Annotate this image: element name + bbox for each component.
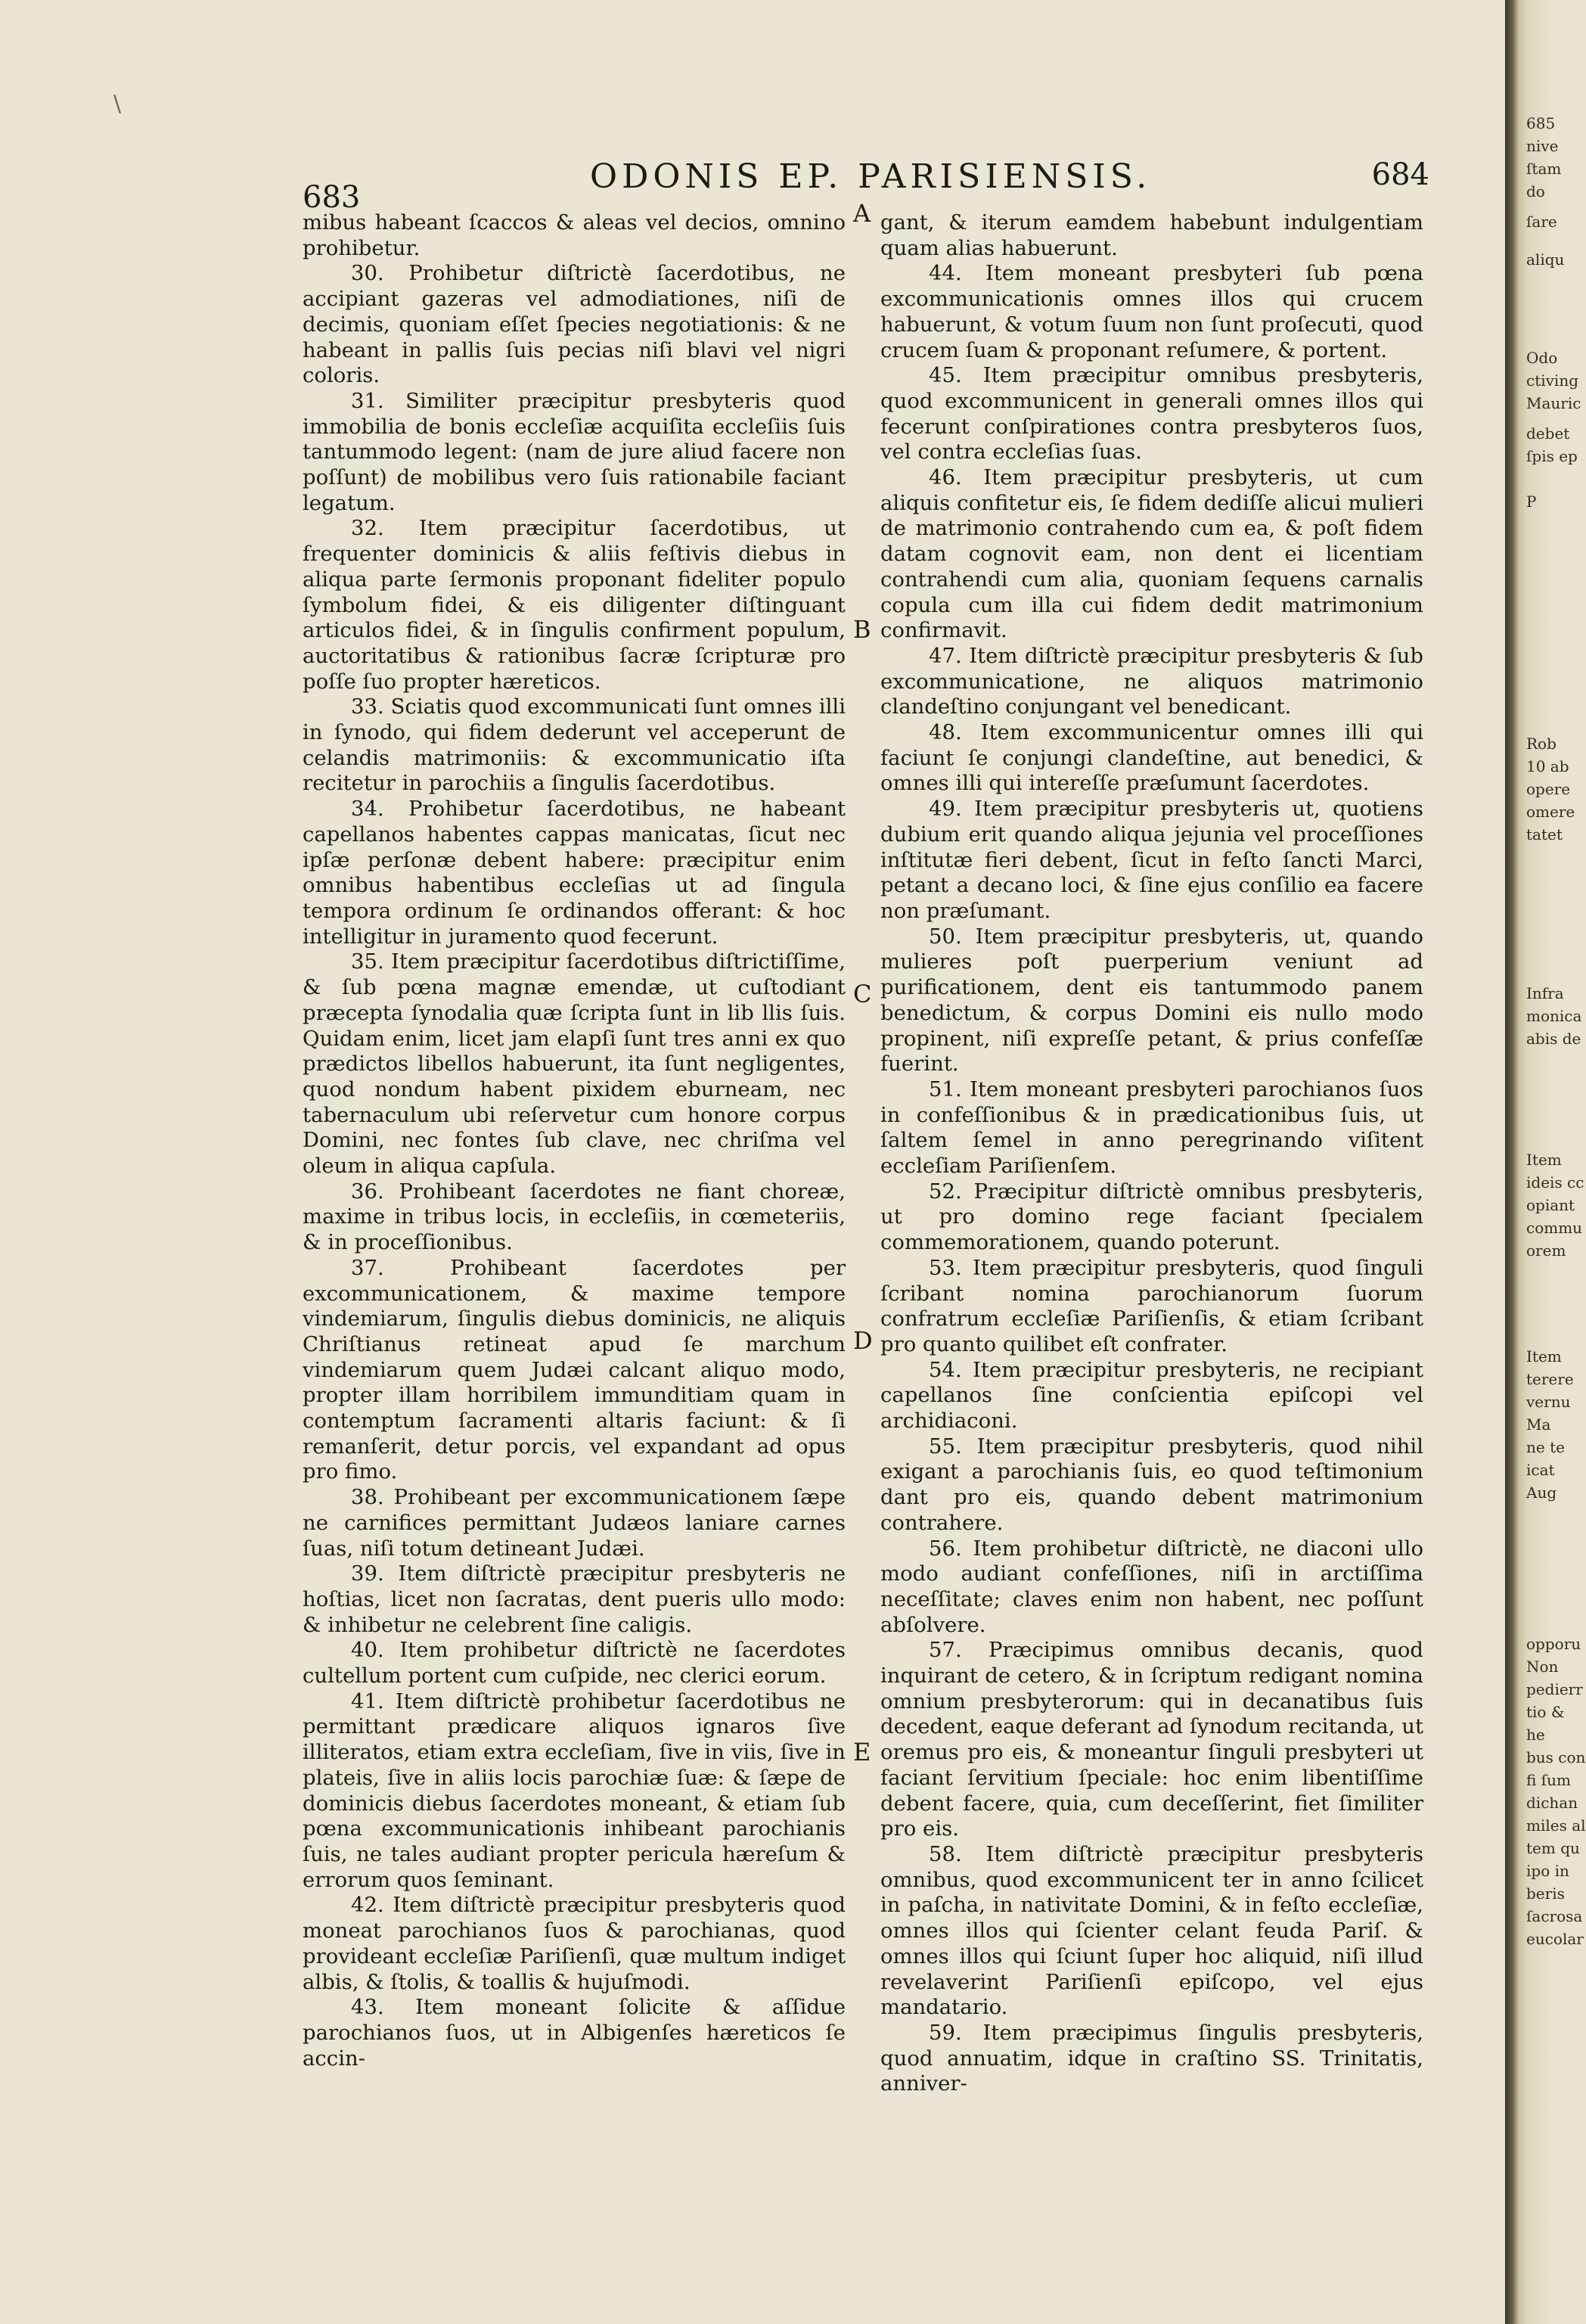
paragraph: 52. Præcipitur diſtrictè omnibus presbyteris, ut pro domino rege faciant ſpecialem commemorationem, quando poterunt. [880, 1179, 1423, 1255]
paragraph: 44. Item moneant presbyteri ſub pœna excommunicationis omnes illos qui crucem habuerunt, & votum ſuum non ſunt proſecuti, quod crucem ſuam & proponant reſumere, & portent. [880, 261, 1423, 362]
binding-fragment: ne te [1526, 1438, 1565, 1456]
binding-fragment: debet [1526, 424, 1570, 443]
binding-fragment: miles al [1526, 1816, 1586, 1835]
binding-fragment: vernu [1526, 1393, 1571, 1411]
paragraph: 45. Item præcipitur omnibus presbyteris, quod excommunicent in generali omnes illos qui fecerunt conſpirationes contra presbyteros ſuos, vel contra eccleſias ſuas. [880, 363, 1423, 464]
page-number-right: 684 [1371, 157, 1429, 192]
binding-fragment: dichan [1526, 1794, 1578, 1812]
binding-fragment: eucolar [1526, 1930, 1584, 1948]
page-number-left: 683 [303, 180, 361, 215]
paragraph: 57. Præcipimus omnibus decanis, quod inquirant de cetero, & in ſcriptum redigant nomina omnium presbyterorum: qui in decanatibus ſuis decedent, eaque deferant ad ſynodum recitanda, ut oremus pro eis, & moneantur ſinguli presbyteri ut faciant ſervitium ſpeciale: hoc enim libentiſſime debent facere, quia, cum deceſſerint, fiet ſimiliter pro eis. [880, 1638, 1423, 1841]
binding-fragment: Infra [1526, 984, 1564, 1002]
paragraph: 42. Item diſtrictè præcipitur presbyteris quod moneat parochianos ſuos & parochianas, quod provideant eccleſiæ Pariſienſi, quæ multum indiget albis, & ſtolis, & toallis & hujuſmodi. [303, 1893, 846, 1994]
margin-smudge: \ [113, 91, 122, 117]
binding-fragment: ſacrosa [1526, 1907, 1583, 1925]
section-marker-a: A [853, 199, 871, 228]
binding-fragment: icat [1526, 1461, 1555, 1479]
paragraph: 34. Prohibetur ſacerdotibus, ne habeant capellanos habentes cappas manicatas, ſicut nec ipſæ perſonæ debent habere: præcipitur enim omnibus habentibus eccleſias ut ad ſingula tempora ordinum ſe ordinandos offerant: & hoc intelligitur in juramento quod fecerunt. [303, 797, 846, 949]
binding-fragment: tem qu [1526, 1839, 1580, 1857]
binding-fragment: omere [1526, 803, 1575, 821]
binding-fragment: orem [1526, 1241, 1566, 1260]
running-title: ODONIS EP. PARISIENSIS. [590, 157, 1152, 196]
binding-fragment: Mauric [1526, 394, 1581, 412]
paragraph: gant, & iterum eamdem habebunt indulgentiam quam alias habuerunt. [880, 210, 1423, 260]
left-column [303, 210, 846, 2071]
binding-fragment: Non [1526, 1658, 1559, 1676]
binding-fragment: 685 [1526, 114, 1556, 132]
paragraph: 47. Item diſtrictè præcipitur presbyteris & ſub excommunicatione, ne aliquos matrimonio clandeſtino conjungant vel benedicant. [880, 643, 1423, 719]
binding-fragment: 10 ab [1526, 757, 1569, 775]
section-marker-d: D [853, 1326, 873, 1355]
binding-fragment: commu [1526, 1219, 1583, 1237]
binding-fragment: Rob [1526, 735, 1557, 753]
right-column [880, 210, 1423, 2097]
binding-fragment: tio & [1526, 1703, 1565, 1721]
paragraph: 41. Item diſtrictè prohibetur ſacerdotibus ne permittant prædicare aliquos ignaros ſive illiteratos, etiam extra eccleſiam, ſive in viis, ſive in plateis, ſive in aliis locis parochiæ ſuæ: & ſæpe de dominicis diebus ſacerdotes moneant, & etiam ſub pœna excommunicationis inhibeant parochianis ſuis, ne tales audiant propter pericula hæreſum & errorum quos ſeminant. [303, 1689, 846, 1892]
binding-fragment: he [1526, 1726, 1545, 1744]
binding-fragment: pedierr [1526, 1680, 1583, 1698]
binding-fragment: Ma [1526, 1415, 1551, 1434]
binding-fragment: terere [1526, 1370, 1574, 1388]
paragraph: 37. Prohibeant ſacerdotes per excommunicationem, & maxime tempore vindemiarum, ſingulis diebus dominicis, ne aliquis Chriſtianus retineat apud ſe marchum vindemiarum quem Judæi calcant aliquo modo, propter illam horribilem immunditiam quam in contemptum ſacramenti altaris faciunt: & ſi remanſerit, detur porcis, vel expandant ad opus pro fimo. [303, 1255, 846, 1484]
section-marker-c: C [853, 980, 872, 1008]
binding-fragment: fi ſum [1526, 1771, 1571, 1789]
paragraph: 51. Item moneant presbyteri parochianos ſuos in confeſſionibus & in prædicationibus ſuis, ut ſaltem ſemel in anno peregrinando viſitent eccleſiam Pariſienſem. [880, 1077, 1423, 1179]
binding-fragment: ſtam [1526, 160, 1562, 178]
binding-fragment: tatet [1526, 825, 1563, 844]
paragraph: 31. Similiter præcipitur presbyteris quod immobilia de bonis eccleſiæ acquiſita eccleſiis ſuis tantummodo legent: (nam de jure aliud facere non poſſunt) de mobilibus vero ſuis rationabile faciant legatum. [303, 388, 846, 515]
binding-fragment: ſare [1526, 213, 1557, 231]
binding-fragment: beris [1526, 1884, 1565, 1903]
binding-fragment: opporu [1526, 1635, 1581, 1653]
paragraph: 56. Item prohibetur diſtrictè, ne diaconi ullo modo audiant confeſſiones, niſi in arctiſſima neceſſitate; claves enim non habent, nec poſſunt abſolvere. [880, 1536, 1423, 1637]
paragraph: mibus habeant ſcaccos & aleas vel decios, omnino prohibetur. [303, 210, 846, 260]
paragraph: 30. Prohibetur diſtrictè ſacerdotibus, ne accipiant gazeras vel admodiationes, niſi de decimis, quoniam eſſet ſpecies negotiationis: & ne habeant in pallis ſuis pecias niſi blavi vel nigri coloris. [303, 261, 846, 388]
binding-fragment: opere [1526, 780, 1571, 798]
paragraph: 54. Item præcipitur presbyteris, ne recipiant capellanos ſine conſcientia epiſcopi vel archidiaconi. [880, 1357, 1423, 1434]
paragraph: 59. Item præcipimus ſingulis presbyteris, quod annuatim, idque in craſtino SS. Trinitatis, anniver- [880, 2020, 1423, 2096]
paragraph: 38. Prohibeant per excommunicationem ſæpe ne carnifices permittant Judæos laniare carnes ſuas, niſi totum detineant Judæi. [303, 1485, 846, 1561]
binding-fragment: Item [1526, 1151, 1562, 1169]
binding-fragment: ctiving [1526, 371, 1579, 390]
binding-fragment: do [1526, 182, 1545, 200]
binding-fragment: bus con [1526, 1748, 1586, 1766]
paragraph: 39. Item diſtrictè præcipitur presbyteris ne hoſtias, licet non ſacratas, dent pueris ullo modo: & inhibetur ne celebrent ſine caligis. [303, 1561, 846, 1637]
paragraph: 40. Item prohibetur diſtrictè ne ſacerdotes cultellum portent cum cuſpide, nec clerici eorum. [303, 1638, 846, 1689]
paragraph: 50. Item præcipitur presbyteris, ut, quando mulieres poſt puerperium veniunt ad purificationem, dent eis tantummodo panem benedictum, & corpus Domini eis nullo modo propinent, niſi expreſſe petant, & prius confeſſæ fuerint. [880, 924, 1423, 1077]
binding-fragment: monica [1526, 1007, 1582, 1025]
binding-fragment: abis de [1526, 1030, 1581, 1048]
paragraph: 36. Prohibeant ſacerdotes ne fiant choreæ, maxime in tribus locis, in eccleſiis, in cœmeteriis, & in proceſſionibus. [303, 1179, 846, 1255]
section-marker-b: B [853, 615, 871, 644]
binding-fragment: opiant [1526, 1196, 1575, 1214]
paragraph: 46. Item præcipitur presbyteris, ut cum aliquis confitetur eis, ſe fidem dediſſe alicui mulieri de matrimonio contrahendo cum ea, & poſt fidem datam cognovit eam, non dent ei licentiam contrahendi cum alia, quoniam ſequens carnalis copula cum illa cui fidem dedit matrimonium confirmavit. [880, 465, 1423, 643]
binding-fragment: nive [1526, 137, 1559, 155]
binding-fragment: aliqu [1526, 250, 1565, 269]
binding-fragment: ſpis ep [1526, 447, 1578, 465]
binding-fragment: Odo [1526, 349, 1558, 367]
binding-fragment: P [1526, 492, 1537, 511]
paragraph: 33. Sciatis quod excommunicati ſunt omnes illi in ſynodo, qui fidem dederunt vel acceperunt de celandis matrimoniis: & excommunicatio iſta recitetur in parochiis a ſingulis ſacerdotibus. [303, 694, 846, 796]
paragraph: 43. Item moneant ſolicite & aſſidue parochianos ſuos, ut in Albigenſes hæreticos ſe accin- [303, 1995, 846, 2071]
binding-fragment: ideis cc [1526, 1173, 1584, 1192]
paragraph: 32. Item præcipitur ſacerdotibus, ut frequenter dominicis & aliis feſtivis diebus in aliqua parte ſermonis proponant fideliter populo ſymbolum fidei, & eis diligenter diſtinguant articulos fidei, & in ſingulis confirment populum, auctoritatibus & rationibus ſacræ ſcripturæ pro poſſe ſuo propter hæreticos. [303, 516, 846, 694]
binding-fragment: Item [1526, 1347, 1562, 1366]
binding-fragment: Aug [1526, 1484, 1557, 1502]
binding-gutter [1505, 0, 1586, 2324]
binding-fragment: ipo in [1526, 1862, 1569, 1880]
paragraph: 49. Item præcipitur presbyteris ut, quotiens dubium erit quando aliqua jejunia vel proceſſiones inſtitutæ fieri debent, ſicut in feſto ſancti Marci, petant a decano loci, & ſine ejus conſilio ea facere non præſumant. [880, 797, 1423, 923]
paragraph: 58. Item diſtrictè præcipitur presbyteris omnibus, quod excommunicent ter in anno ſcilicet in paſcha, in nativitate Domini, & in feſto eccleſiæ, omnes illos qui ſcienter celant feuda Pariſ. & omnes illos qui ſciunt ſuper hoc aliquid, niſi illud revelaverint Pariſienſi epiſcopo, vel ejus mandatario. [880, 1842, 1423, 2020]
paragraph: 35. Item præcipitur ſacerdotibus diſtrictiſſime, & ſub pœna magnæ emendæ, ut cuſtodiant præcepta ſynodalia quæ ſcripta ſunt in lib llis ſuis. Quidam enim, licet jam elapſi ſunt tres anni ex quo prædictos libellos habuerunt, ita ſunt negligentes, quod nondum habent pixidem eburneam, nec tabernaculum ubi reſervetur cum honore corpus Domini, nec fontes ſub clave, nec chriſma vel oleum in aliqua capſula. [303, 949, 846, 1179]
paragraph: 53. Item præcipitur presbyteris, quod ſinguli ſcribant nomina parochianorum ſuorum confratrum eccleſiæ Pariſienſis, & etiam ſcribant pro quanto quilibet eſt confrater. [880, 1255, 1423, 1356]
paragraph: 55. Item præcipitur presbyteris, quod nihil exigant a parochianis ſuis, eo quod teſtimonium dant pro eis, quando debent matrimonium contrahere. [880, 1434, 1423, 1535]
paragraph: 48. Item excommunicentur omnes illi qui faciunt ſe conjungi clandeſtine, aut benedici, & omnes illi qui intereſſe præſumunt ſacerdotes. [880, 720, 1423, 796]
section-marker-e: E [853, 1738, 871, 1766]
